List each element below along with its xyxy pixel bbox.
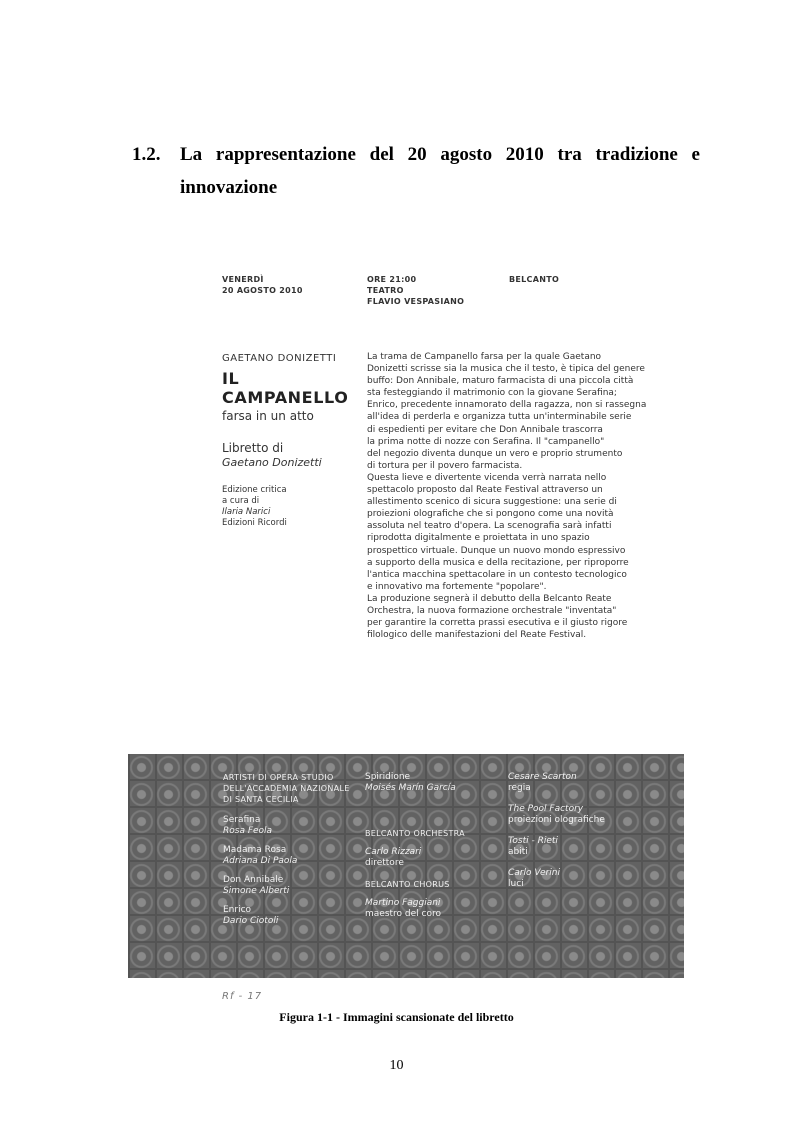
edition-line: Ilaria Narici bbox=[222, 507, 271, 517]
crew-name: The Pool Factory bbox=[508, 804, 584, 814]
crew-name: Cesare Scarton bbox=[508, 772, 577, 782]
cast-heading: ARTISTI DI OPERA STUDIO bbox=[223, 773, 334, 782]
description-line: di tortura per il povero farmacista. bbox=[367, 460, 523, 471]
cast-name: Adriana Di Paola bbox=[223, 856, 298, 866]
section-title-line-1: La rappresentazione del 20 agosto 2010 tra tradizione e bbox=[180, 144, 700, 165]
description-line: del negozio diventa dunque un vero e proprio strumento bbox=[367, 448, 623, 459]
opera-description bbox=[367, 351, 647, 641]
event-date-text: 20 AGOSTO 2010 bbox=[222, 286, 303, 295]
description-line: di espedienti per evitare che Don Annibale trascorra bbox=[367, 424, 603, 435]
description-line: sta festeggiando il matrimonio con la giovane Serafina; bbox=[367, 388, 617, 399]
conductor-name: Carlo Rizzari bbox=[365, 847, 422, 857]
crew-role: luci bbox=[508, 879, 524, 889]
description-line: e innovativo ma fortemente "popolare". bbox=[367, 581, 547, 592]
description-line: per garantire la corretta prassi esecutiva e il giusto rigore bbox=[367, 618, 628, 629]
event-date bbox=[222, 274, 303, 296]
description-line: a supporto della musica e della recitazione, per riproporre bbox=[367, 557, 629, 568]
cast-heading: DELL'ACCADEMIA NAZIONALE bbox=[223, 784, 350, 793]
cast-role: Spiridione bbox=[365, 772, 411, 782]
cast-name: Dario Ciotoli bbox=[223, 916, 279, 926]
description-line: Donizetti scrisse sia la musica che il testo, è tipica del genere bbox=[367, 364, 645, 375]
description-line: assoluta nel teatro d'opera. La scenografia sarà infatti bbox=[367, 521, 612, 532]
section-number: 1.2. bbox=[132, 144, 161, 165]
description-line: l'antica macchina spettacolare in un contesto tecnologico bbox=[367, 569, 627, 580]
edition-line: Edizione critica bbox=[222, 485, 287, 495]
opera-title: IL CAMPANELLO bbox=[222, 369, 349, 407]
cast-name: Moisés Marín García bbox=[365, 783, 456, 793]
description-line: prospettico virtuale. Dunque un nuovo mondo espressivo bbox=[367, 545, 626, 556]
libretto-label: Libretto di bbox=[222, 441, 284, 455]
description-line: riprodotta digitalmente e proiettata in uno spazio bbox=[367, 533, 590, 544]
description-line: La trama de Campanello farsa per la quale Gaetano bbox=[367, 352, 602, 362]
event-theatre: TEATRO bbox=[367, 286, 404, 295]
conductor-role: direttore bbox=[365, 858, 404, 868]
description-line: Enrico, precedente innamorato della ragazza, non si rassegna bbox=[367, 400, 647, 411]
edition-info bbox=[222, 485, 362, 529]
cast-name: Simone Alberti bbox=[223, 886, 290, 896]
description-line: la prima notte di nozze con Serafina. Il "campanello" bbox=[367, 436, 605, 447]
description-line: proiezioni olografiche che si pongono come una novità bbox=[367, 509, 614, 520]
cast-role: Don Annibale bbox=[223, 875, 284, 885]
cast-heading: DI SANTA CECILIA bbox=[223, 795, 299, 804]
cast-column-3 bbox=[508, 772, 605, 890]
description-line: buffo: Don Annibale, maturo farmacista di una piccola città bbox=[367, 376, 634, 387]
description-line: Questa lieve e divertente vicenda verrà narrata nello bbox=[367, 472, 607, 483]
crew-role: abiti bbox=[508, 847, 528, 857]
event-time-venue bbox=[367, 274, 464, 307]
edition-line: Edizioni Ricordi bbox=[222, 518, 287, 528]
cast-banner bbox=[128, 754, 684, 978]
opera-info bbox=[222, 353, 362, 529]
cast-role: Madama Rosa bbox=[223, 845, 287, 855]
crew-name: Carlo Verini bbox=[508, 868, 560, 878]
description-line: allestimento scenico di sicura suggestione: una serie di bbox=[367, 497, 617, 508]
chorus-master-name: Martino Faggiani bbox=[365, 898, 441, 908]
cast-column-1 bbox=[223, 772, 350, 927]
program-page-mark: Rf - 17 bbox=[222, 991, 263, 1002]
event-label: BELCANTO bbox=[509, 275, 560, 284]
section-title-line-2: innovazione bbox=[180, 177, 278, 198]
orchestra-heading: BELCANTO ORCHESTRA bbox=[365, 829, 465, 838]
figure-caption: Figura 1-1 - Immagini scansionate del libretto bbox=[279, 1010, 514, 1024]
chorus-master-role: maestro del coro bbox=[365, 909, 441, 919]
composer: GAETANO DONIZETTI bbox=[222, 353, 337, 364]
crew-role: proiezioni olografiche bbox=[508, 815, 605, 825]
cast-column-2 bbox=[365, 772, 465, 920]
cast-name: Rosa Feola bbox=[223, 826, 273, 836]
description-line: Orchestra, la nuova formazione orchestrale "inventata" bbox=[367, 605, 617, 616]
crew-role: regia bbox=[508, 783, 531, 793]
event-time: ORE 21:00 bbox=[367, 275, 417, 284]
event-theatre-name: FLAVIO VESPASIANO bbox=[367, 297, 465, 306]
event-day: VENERDÌ bbox=[222, 275, 264, 284]
libretto-author: Gaetano Donizetti bbox=[222, 456, 322, 469]
cast-role: Enrico bbox=[223, 905, 252, 915]
description-line: spettacolo proposto dal Reate Festival attraverso un bbox=[367, 485, 603, 496]
page-number: 10 bbox=[389, 1058, 404, 1073]
opera-subtitle: farsa in un atto bbox=[222, 409, 314, 423]
edition-line: a cura di bbox=[222, 496, 260, 506]
chorus-heading: BELCANTO CHORUS bbox=[365, 880, 450, 889]
description-line: all'idea di perderla e organizza tutta un'interminabile serie bbox=[367, 412, 632, 423]
description-line: filologico delle manifestazioni del Reate Festival. bbox=[367, 630, 587, 641]
crew-name: Tosti - Rieti bbox=[508, 836, 558, 846]
cast-role: Serafina bbox=[223, 815, 261, 825]
description-line: La produzione segnerà il debutto della Belcanto Reate bbox=[367, 593, 612, 604]
